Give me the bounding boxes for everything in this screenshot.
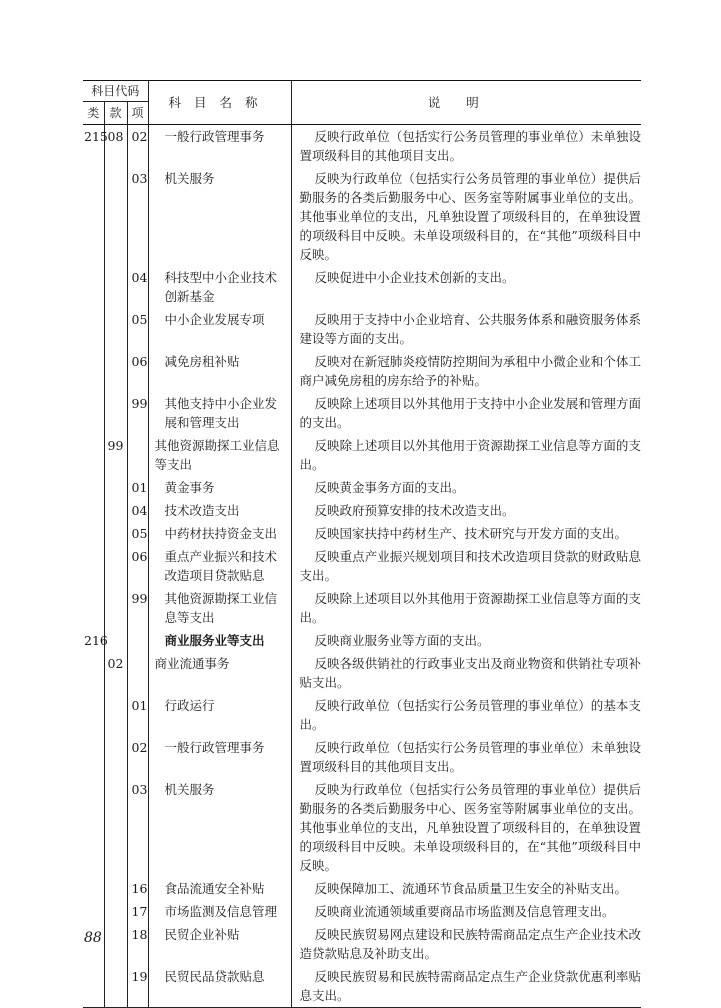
table-row <box>83 900 641 923</box>
subject-name: 食品流通安全补贴 <box>148 877 291 900</box>
code-lei: 216 <box>83 629 104 652</box>
code-kuan <box>104 350 127 392</box>
subject-description: 反映除上述项目以外其他用于资源勘探工业信息等方面的支出。 <box>299 591 641 625</box>
table-row <box>83 392 641 434</box>
subject-description: 反映各级供销社的行政事业支出及商业物资和供销社专项补贴支出。 <box>299 656 641 690</box>
table-row <box>83 629 641 652</box>
code-kuan <box>104 778 127 877</box>
code-lei <box>83 652 104 694</box>
subject-name: 其他资源勘探工业信息等支出 <box>148 434 291 476</box>
code-xiang: 05 <box>127 308 148 350</box>
code-lei <box>83 587 104 629</box>
subject-description: 反映行政单位（包括实行公务员管理的事业单位）未单独设置项级科目的其他项目支出。 <box>299 740 641 774</box>
subject-name: 其他资源勘探工业信息等支出 <box>148 587 291 629</box>
subject-name: 科技型中小企业技术创新基金 <box>148 266 291 308</box>
subject-name: 机关服务 <box>148 167 291 266</box>
subject-name: 中小企业发展专项 <box>148 308 291 350</box>
code-kuan <box>104 308 127 350</box>
code-lei <box>83 736 104 778</box>
subject-name: 减免房租补贴 <box>148 350 291 392</box>
subject-description: 反映行政单位（包括实行公务员管理的事业单位）未单独设置项级科目的其他项目支出。 <box>299 129 641 163</box>
table-row <box>83 266 641 308</box>
header-lei: 类 <box>83 102 104 125</box>
code-xiang <box>127 629 148 652</box>
header-xiang: 项 <box>127 102 148 125</box>
code-xiang <box>127 652 148 694</box>
table-body <box>83 125 641 1008</box>
subject-name: 一般行政管理事务 <box>148 736 291 778</box>
subject-description: 反映除上述项目以外其他用于支持中小企业发展和管理方面的支出。 <box>299 396 641 430</box>
code-xiang: 02 <box>127 125 148 168</box>
code-xiang: 03 <box>127 778 148 877</box>
table-row <box>83 522 641 545</box>
subject-name: 行政运行 <box>148 694 291 736</box>
subject-description: 反映为行政单位（包括实行公务员管理的事业单位）提供后勤服务的各类后勤服务中心、医务室等附属事业单位的支出。其他事业单位的支出，凡单独设置了项级科目的，在单独设置的项级科目中反映。未单设项级科目的，在“其他”项级科目中反映。 <box>299 171 641 262</box>
code-lei <box>83 965 104 1008</box>
code-lei: 215 <box>83 125 104 168</box>
code-xiang: 02 <box>127 736 148 778</box>
subject-description: 反映用于支持中小企业培育、公共服务体系和融资服务体系建设等方面的支出。 <box>299 312 641 346</box>
code-xiang: 01 <box>127 476 148 499</box>
table-row <box>83 736 641 778</box>
subject-name: 市场监测及信息管理 <box>148 900 291 923</box>
header-subject-name: 科目名称 <box>148 81 291 125</box>
code-xiang: 99 <box>127 392 148 434</box>
code-lei <box>83 350 104 392</box>
code-lei <box>83 694 104 736</box>
code-kuan: 02 <box>104 652 127 694</box>
table-row <box>83 877 641 900</box>
code-xiang: 16 <box>127 877 148 900</box>
code-kuan: 99 <box>104 434 127 476</box>
table-row <box>83 587 641 629</box>
code-lei <box>83 545 104 587</box>
code-kuan: 08 <box>104 125 127 168</box>
table-row <box>83 434 641 476</box>
code-lei <box>83 900 104 923</box>
code-xiang: 04 <box>127 266 148 308</box>
code-kuan <box>104 499 127 522</box>
code-kuan <box>104 392 127 434</box>
code-kuan <box>104 694 127 736</box>
subject-name: 其他支持中小企业发展和管理支出 <box>148 392 291 434</box>
code-xiang: 19 <box>127 965 148 1008</box>
code-xiang: 04 <box>127 499 148 522</box>
code-kuan <box>104 965 127 1008</box>
subject-name: 民贸民品贷款贴息 <box>148 965 291 1008</box>
table-row <box>83 167 641 266</box>
code-kuan <box>104 545 127 587</box>
code-xiang: 18 <box>127 923 148 965</box>
code-lei <box>83 266 104 308</box>
code-lei <box>83 476 104 499</box>
code-kuan <box>104 266 127 308</box>
subject-name: 民贸企业补贴 <box>148 923 291 965</box>
code-kuan <box>104 587 127 629</box>
code-xiang: 03 <box>127 167 148 266</box>
code-kuan <box>104 522 127 545</box>
code-xiang: 06 <box>127 350 148 392</box>
subject-name: 商业流通事务 <box>148 652 291 694</box>
header-kuan: 款 <box>104 102 127 125</box>
table-row <box>83 923 641 965</box>
subject-description: 反映对在新冠肺炎疫情防控期间为承租中小微企业和个体工商户减免房租的房东给予的补贴。 <box>299 354 641 388</box>
page-number: 88 <box>84 930 102 946</box>
subject-description: 反映除上述项目以外其他用于资源勘探工业信息等方面的支出。 <box>299 438 641 472</box>
table-row <box>83 308 641 350</box>
subject-description: 反映保障加工、流通环节食品质量卫生安全的补贴支出。 <box>314 881 628 896</box>
subject-name: 重点产业振兴和技术改造项目贷款贴息 <box>148 545 291 587</box>
subject-name: 技术改造支出 <box>148 499 291 522</box>
table-row <box>83 545 641 587</box>
subject-description: 反映黄金事务方面的支出。 <box>314 480 465 495</box>
table-row <box>83 125 641 168</box>
subject-description: 反映重点产业振兴规划项目和技术改造项目贷款的财政贴息支出。 <box>299 549 641 583</box>
table-row <box>83 694 641 736</box>
code-lei <box>83 434 104 476</box>
subject-name: 黄金事务 <box>148 476 291 499</box>
budget-subject-table <box>83 80 641 1008</box>
code-lei <box>83 167 104 266</box>
code-xiang: 05 <box>127 522 148 545</box>
subject-description: 反映商业服务业等方面的支出。 <box>314 633 490 648</box>
code-kuan <box>104 877 127 900</box>
subject-description: 反映民族贸易网点建设和民族特需商品定点生产企业技术改造贷款贴息及补助支出。 <box>299 927 641 961</box>
code-kuan <box>104 476 127 499</box>
code-kuan <box>104 923 127 965</box>
table-row <box>83 965 641 1008</box>
table-row <box>83 652 641 694</box>
subject-description: 反映民族贸易和民族特需商品定点生产企业贷款优惠利率贴息支出。 <box>291 965 641 1008</box>
subject-description: 反映为行政单位（包括实行公务员管理的事业单位）提供后勤服务的各类后勤服务中心、医务室等附属事业单位的支出。其他事业单位的支出，凡单独设置了项级科目的，在单独设置的项级科目中反映。未单设项级科目的，在“其他”项级科目中反映。 <box>299 782 641 873</box>
subject-description: 反映商业流通领域重要商品市场监测及信息管理支出。 <box>314 904 615 919</box>
code-lei <box>83 877 104 900</box>
code-lei <box>83 308 104 350</box>
subject-name: 商业服务业等支出 <box>148 629 291 652</box>
subject-description: 反映促进中小企业技术创新的支出。 <box>314 270 515 285</box>
code-xiang: 17 <box>127 900 148 923</box>
code-xiang: 06 <box>127 545 148 587</box>
header-description: 说明 <box>291 81 641 125</box>
code-kuan <box>104 736 127 778</box>
subject-name: 一般行政管理事务 <box>148 125 291 168</box>
subject-description: 反映国家扶持中药材生产、技术研究与开发方面的支出。 <box>314 526 628 541</box>
table-row <box>83 476 641 499</box>
subject-description: 反映行政单位（包括实行公务员管理的事业单位）的基本支出。 <box>299 698 641 732</box>
table-row <box>83 778 641 877</box>
subject-name: 机关服务 <box>148 778 291 877</box>
table-row <box>83 350 641 392</box>
code-lei <box>83 392 104 434</box>
code-lei <box>83 522 104 545</box>
code-xiang: 99 <box>127 587 148 629</box>
subject-name: 中药材扶持资金支出 <box>148 522 291 545</box>
code-xiang: 01 <box>127 694 148 736</box>
code-lei <box>83 778 104 877</box>
code-kuan <box>104 167 127 266</box>
code-kuan <box>104 900 127 923</box>
table-row <box>83 499 641 522</box>
code-xiang <box>127 434 148 476</box>
header-subject-code: 科目代码 <box>83 81 148 102</box>
subject-description: 反映政府预算安排的技术改造支出。 <box>314 503 515 518</box>
code-lei <box>83 499 104 522</box>
